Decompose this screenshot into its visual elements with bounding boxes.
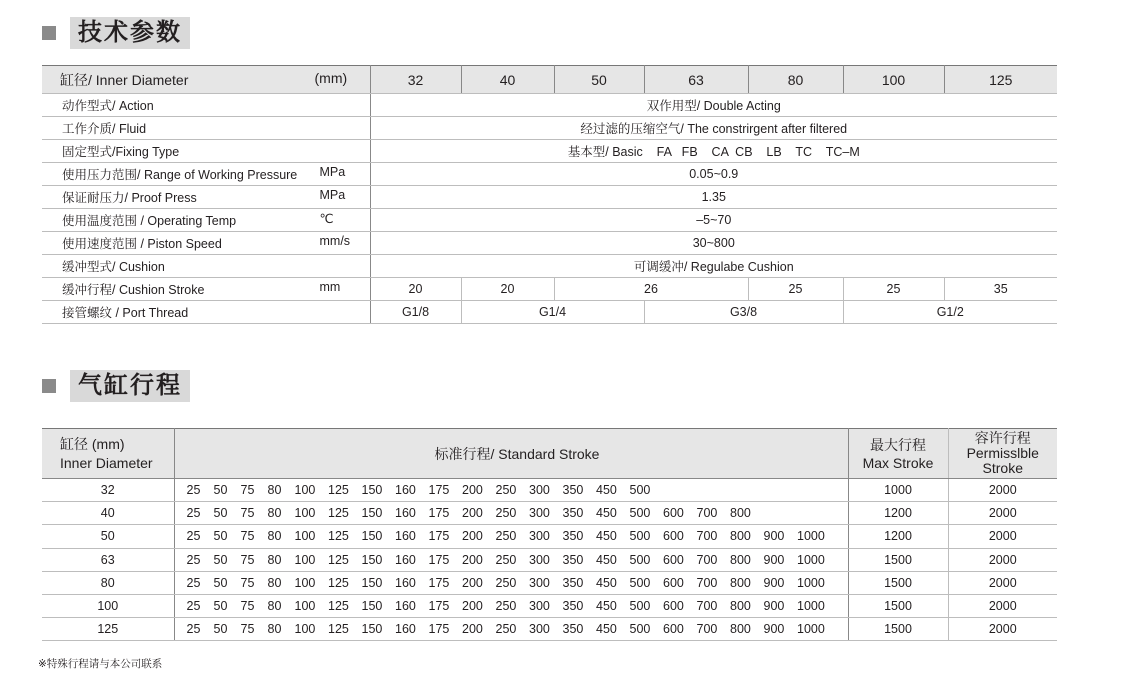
stroke-value: 1000 xyxy=(797,529,825,544)
stroke-value: 175 xyxy=(428,529,450,544)
stroke-value: 125 xyxy=(328,552,349,567)
max-stroke-value: 1200 xyxy=(848,525,948,548)
header-standard-stroke: 标准行程/ Standard Stroke xyxy=(174,429,848,479)
stroke-value: 500 xyxy=(629,622,651,637)
stroke-value: 25 xyxy=(186,599,201,614)
cushion-stroke-value: 20 xyxy=(370,278,461,301)
row-label: MPa 使用压力范围/ Range of Working Pressure xyxy=(42,163,370,186)
stroke-value: 75 xyxy=(240,599,255,614)
stroke-value: 125 xyxy=(328,529,349,544)
port-thread-value: G3/8 xyxy=(644,301,843,324)
stroke-value: 900 xyxy=(763,599,785,614)
stroke-value: 25 xyxy=(186,483,201,498)
stroke-value: 1000 xyxy=(797,552,825,567)
bore-cell: 63 xyxy=(644,66,748,94)
stroke-value: 125 xyxy=(328,575,349,590)
stroke-value: 200 xyxy=(462,506,483,521)
stroke-value: 100 xyxy=(294,552,316,567)
stroke-value: 500 xyxy=(629,575,651,590)
stroke-value: 80 xyxy=(267,575,282,590)
table-row xyxy=(42,163,1057,186)
table-header-row xyxy=(42,66,1057,94)
stroke-value: 900 xyxy=(763,575,785,590)
standard-strokes xyxy=(174,525,848,548)
table-row xyxy=(42,255,1057,278)
stroke-value: 25 xyxy=(186,575,201,590)
stroke-value: 250 xyxy=(495,483,517,498)
stroke-value: 300 xyxy=(529,599,550,614)
stroke-value: 50 xyxy=(213,622,228,637)
bore-cell: 100 xyxy=(843,66,944,94)
row-value: 30~800 xyxy=(370,232,1057,255)
stroke-value: 800 xyxy=(730,575,751,590)
standard-strokes xyxy=(174,548,848,571)
stroke-value: 160 xyxy=(395,599,416,614)
bore-cell: 125 xyxy=(944,66,1057,94)
table-header-row xyxy=(42,429,1057,479)
stroke-value: 250 xyxy=(495,575,517,590)
section-title-label: 气缸行程 xyxy=(70,370,190,402)
table-row xyxy=(42,479,1057,502)
stroke-value: 250 xyxy=(495,529,517,544)
bore-cell: 40 xyxy=(461,66,554,94)
table-row xyxy=(42,117,1057,140)
stroke-value: 50 xyxy=(213,552,228,567)
row-value: 1.35 xyxy=(370,186,1057,209)
square-bullet-icon xyxy=(42,379,56,393)
stroke-value: 150 xyxy=(361,575,383,590)
stroke-value: 80 xyxy=(267,506,282,521)
stroke-value: 350 xyxy=(562,599,584,614)
table-row xyxy=(42,618,1057,641)
permissible-stroke-value: 2000 xyxy=(948,618,1057,641)
stroke-value: 50 xyxy=(213,506,228,521)
stroke-value: 700 xyxy=(696,575,718,590)
row-label: MPa 保证耐压力/ Proof Press xyxy=(42,186,370,209)
cylinder-stroke-table xyxy=(42,428,1057,641)
stroke-value: 300 xyxy=(529,506,550,521)
header-label-text: 缸径/ Inner Diameter xyxy=(60,71,189,88)
section-title-specs xyxy=(42,17,190,49)
row-label: 固定型式/Fixing Type xyxy=(42,140,370,163)
stroke-value: 160 xyxy=(395,622,416,637)
table-row xyxy=(42,186,1057,209)
stroke-value: 500 xyxy=(629,552,651,567)
stroke-value: 450 xyxy=(596,483,617,498)
row-value: 0.05~0.9 xyxy=(370,163,1057,186)
stroke-value: 350 xyxy=(562,506,584,521)
header-bore: 缸径 (mm) Inner Diameter xyxy=(42,429,174,479)
table-row xyxy=(42,571,1057,594)
stroke-value: 700 xyxy=(696,529,718,544)
stroke-value: 150 xyxy=(361,506,383,521)
stroke-value: 75 xyxy=(240,483,255,498)
row-value: 经过滤的压缩空气/ The constrirgent after filtered xyxy=(370,117,1057,140)
stroke-value: 300 xyxy=(529,483,550,498)
bore-value: 80 xyxy=(42,571,174,594)
stroke-value: 150 xyxy=(361,483,383,498)
stroke-value: 160 xyxy=(395,575,416,590)
table-row xyxy=(42,548,1057,571)
port-thread-value: G1/8 xyxy=(370,301,461,324)
stroke-value: 150 xyxy=(361,622,383,637)
stroke-value: 250 xyxy=(495,622,517,637)
stroke-value: 150 xyxy=(361,552,383,567)
stroke-value: 150 xyxy=(361,599,383,614)
stroke-value: 100 xyxy=(294,506,316,521)
stroke-value: 75 xyxy=(240,506,255,521)
stroke-value: 500 xyxy=(629,529,651,544)
stroke-value: 300 xyxy=(529,622,550,637)
stroke-value: 1000 xyxy=(797,622,825,637)
stroke-value: 800 xyxy=(730,506,751,521)
header-label xyxy=(42,66,370,94)
cushion-stroke-value: 20 xyxy=(461,278,554,301)
cushion-stroke-value: 25 xyxy=(843,278,944,301)
table-row xyxy=(42,140,1057,163)
stroke-value: 1000 xyxy=(797,599,825,614)
stroke-value: 50 xyxy=(213,529,228,544)
stroke-value: 175 xyxy=(428,552,450,567)
stroke-value: 700 xyxy=(696,599,718,614)
stroke-value: 160 xyxy=(395,552,416,567)
section-title-label: 技术参数 xyxy=(70,17,190,49)
standard-strokes xyxy=(174,502,848,525)
header-unit: (mm) xyxy=(314,69,348,86)
table-row xyxy=(42,209,1057,232)
row-value: 双作用型/ Double Acting xyxy=(370,94,1057,117)
stroke-value: 700 xyxy=(696,552,718,567)
max-stroke-value: 1000 xyxy=(848,479,948,502)
stroke-value: 450 xyxy=(596,506,617,521)
stroke-value: 125 xyxy=(328,599,349,614)
stroke-value: 200 xyxy=(462,483,483,498)
permissible-stroke-value: 2000 xyxy=(948,548,1057,571)
cushion-stroke-value: 35 xyxy=(944,278,1057,301)
max-stroke-value: 1200 xyxy=(848,502,948,525)
row-label: mm 缓冲行程/ Cushion Stroke xyxy=(42,278,370,301)
stroke-value: 175 xyxy=(428,575,450,590)
stroke-value: 160 xyxy=(395,506,416,521)
stroke-value: 25 xyxy=(186,506,201,521)
stroke-value: 75 xyxy=(240,622,255,637)
standard-strokes xyxy=(174,571,848,594)
stroke-value: 50 xyxy=(213,599,228,614)
stroke-value: 75 xyxy=(240,575,255,590)
stroke-value: 80 xyxy=(267,529,282,544)
header-max-stroke: 最大行程 Max Stroke xyxy=(848,429,948,479)
stroke-value: 500 xyxy=(629,599,651,614)
stroke-value: 800 xyxy=(730,599,751,614)
stroke-value: 100 xyxy=(294,483,316,498)
stroke-value: 800 xyxy=(730,622,751,637)
cushion-stroke-value: 26 xyxy=(554,278,748,301)
stroke-value: 100 xyxy=(294,575,316,590)
technical-parameters-table xyxy=(42,65,1057,324)
row-label: 动作型式/ Action xyxy=(42,94,370,117)
table-row xyxy=(42,232,1057,255)
stroke-value: 125 xyxy=(328,483,349,498)
bore-cell: 50 xyxy=(554,66,644,94)
stroke-value: 200 xyxy=(462,529,483,544)
stroke-value: 80 xyxy=(267,599,282,614)
stroke-value: 450 xyxy=(596,622,617,637)
table-row xyxy=(42,278,1057,301)
stroke-value: 175 xyxy=(428,599,450,614)
stroke-value: 80 xyxy=(267,483,282,498)
row-value: 可调缓冲/ Regulabe Cushion xyxy=(370,255,1057,278)
footnote: ※特殊行程请与本公司联系 xyxy=(38,658,163,670)
stroke-value: 200 xyxy=(462,622,483,637)
stroke-value: 300 xyxy=(529,529,550,544)
bore-cell: 80 xyxy=(748,66,843,94)
permissible-stroke-value: 2000 xyxy=(948,479,1057,502)
row-value: –5~70 xyxy=(370,209,1057,232)
stroke-value: 350 xyxy=(562,529,584,544)
stroke-value: 100 xyxy=(294,622,316,637)
stroke-value: 25 xyxy=(186,529,201,544)
bore-value: 32 xyxy=(42,479,174,502)
bore-value: 63 xyxy=(42,548,174,571)
port-thread-value: G1/4 xyxy=(461,301,644,324)
max-stroke-value: 1500 xyxy=(848,594,948,617)
square-bullet-icon xyxy=(42,26,56,40)
table-row xyxy=(42,301,1057,324)
stroke-value: 160 xyxy=(395,529,416,544)
stroke-value: 80 xyxy=(267,552,282,567)
stroke-value: 125 xyxy=(328,506,349,521)
stroke-value: 300 xyxy=(529,552,550,567)
section-title-stroke xyxy=(42,370,190,402)
stroke-value: 125 xyxy=(328,622,349,637)
stroke-value: 800 xyxy=(730,529,751,544)
stroke-value: 600 xyxy=(663,599,684,614)
max-stroke-value: 1500 xyxy=(848,618,948,641)
stroke-value: 200 xyxy=(462,552,483,567)
table-row xyxy=(42,525,1057,548)
permissible-stroke-value: 2000 xyxy=(948,571,1057,594)
stroke-value: 50 xyxy=(213,575,228,590)
stroke-value: 75 xyxy=(240,529,255,544)
stroke-value: 160 xyxy=(395,483,416,498)
max-stroke-value: 1500 xyxy=(848,548,948,571)
stroke-value: 100 xyxy=(294,529,316,544)
bore-value: 125 xyxy=(42,618,174,641)
stroke-value: 200 xyxy=(462,575,483,590)
permissible-stroke-value: 2000 xyxy=(948,525,1057,548)
stroke-value: 450 xyxy=(596,575,617,590)
stroke-value: 600 xyxy=(663,552,684,567)
row-label: ℃ 使用温度范围 / Operating Temp xyxy=(42,209,370,232)
row-label: 缓冲型式/ Cushion xyxy=(42,255,370,278)
stroke-value: 600 xyxy=(663,622,684,637)
row-label: 工作介质/ Fluid xyxy=(42,117,370,140)
stroke-value: 500 xyxy=(629,483,651,498)
standard-strokes xyxy=(174,594,848,617)
permissible-stroke-value: 2000 xyxy=(948,594,1057,617)
stroke-value: 175 xyxy=(428,483,450,498)
table-row xyxy=(42,94,1057,117)
stroke-value: 250 xyxy=(495,506,517,521)
bore-value: 100 xyxy=(42,594,174,617)
header-permissible-stroke: 容许行程 Permisslble Stroke xyxy=(948,429,1057,479)
stroke-value: 1000 xyxy=(797,575,825,590)
stroke-value: 200 xyxy=(462,599,483,614)
stroke-value: 600 xyxy=(663,575,684,590)
stroke-value: 300 xyxy=(529,575,550,590)
stroke-value: 350 xyxy=(562,552,584,567)
stroke-value: 700 xyxy=(696,506,718,521)
stroke-value: 175 xyxy=(428,506,450,521)
stroke-value: 50 xyxy=(213,483,228,498)
stroke-value: 250 xyxy=(495,599,517,614)
stroke-value: 350 xyxy=(562,575,584,590)
bore-value: 40 xyxy=(42,502,174,525)
stroke-value: 500 xyxy=(629,506,651,521)
stroke-value: 900 xyxy=(763,622,785,637)
stroke-value: 175 xyxy=(428,622,450,637)
row-label: 接管螺纹 / Port Thread xyxy=(42,301,370,324)
stroke-value: 900 xyxy=(763,529,785,544)
stroke-value: 700 xyxy=(696,622,718,637)
stroke-value: 600 xyxy=(663,506,684,521)
stroke-value: 75 xyxy=(240,552,255,567)
stroke-value: 350 xyxy=(562,622,584,637)
cushion-stroke-value: 25 xyxy=(748,278,843,301)
standard-strokes xyxy=(174,618,848,641)
table-row xyxy=(42,502,1057,525)
max-stroke-value: 1500 xyxy=(848,571,948,594)
port-thread-value: G1/2 xyxy=(843,301,1057,324)
stroke-value: 600 xyxy=(663,529,684,544)
stroke-value: 250 xyxy=(495,552,517,567)
stroke-value: 450 xyxy=(596,552,617,567)
stroke-value: 450 xyxy=(596,529,617,544)
stroke-value: 900 xyxy=(763,552,785,567)
stroke-value: 150 xyxy=(361,529,383,544)
stroke-value: 800 xyxy=(730,552,751,567)
stroke-value: 80 xyxy=(267,622,282,637)
standard-strokes xyxy=(174,479,848,502)
row-label: mm/s 使用速度范围 / Piston Speed xyxy=(42,232,370,255)
bore-value: 50 xyxy=(42,525,174,548)
stroke-value: 100 xyxy=(294,599,316,614)
bore-cell: 32 xyxy=(370,66,461,94)
row-value: 基本型/ Basic FA FB CA CB LB TC TC–M xyxy=(370,140,1057,163)
permissible-stroke-value: 2000 xyxy=(948,502,1057,525)
stroke-value: 350 xyxy=(562,483,584,498)
stroke-value: 25 xyxy=(186,622,201,637)
stroke-value: 450 xyxy=(596,599,617,614)
stroke-value: 25 xyxy=(186,552,201,567)
table-row xyxy=(42,594,1057,617)
